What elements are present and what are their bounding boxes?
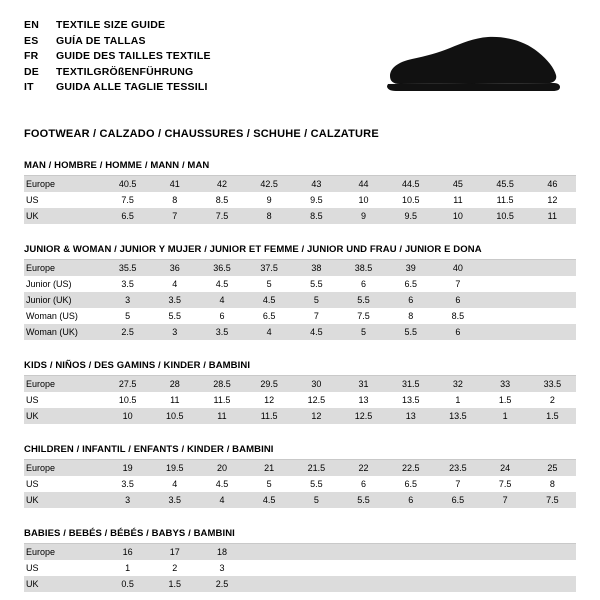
size-cell: 6.5: [434, 492, 481, 508]
size-cell: 43: [293, 176, 340, 192]
size-cell: 10.5: [482, 208, 529, 224]
size-cell: [434, 544, 481, 560]
size-cell: 25: [529, 460, 576, 476]
size-cell: [246, 576, 293, 592]
size-cell: 40: [434, 260, 481, 276]
size-cell: 40.5: [104, 176, 151, 192]
size-cell: 11: [434, 192, 481, 208]
size-cell: 17: [151, 544, 198, 560]
size-cell: 4.5: [293, 324, 340, 340]
size-cell: 12.5: [340, 408, 387, 424]
size-cell: 16: [104, 544, 151, 560]
size-cell: [340, 576, 387, 592]
size-cell: 18: [198, 544, 245, 560]
size-table-heading: JUNIOR & WOMAN / JUNIOR Y MUJER / JUNIOR ET FEMME / JUNIOR UND FRAU / JUNIOR E DONA: [24, 244, 576, 260]
size-cell: 7: [434, 476, 481, 492]
size-cell: 7.5: [198, 208, 245, 224]
size-table-heading: KIDS / NIÑOS / DES GAMINS / KINDER / BAMBINI: [24, 360, 576, 376]
size-cell: 42: [198, 176, 245, 192]
size-cell: 36: [151, 260, 198, 276]
size-cell: 10.5: [387, 192, 434, 208]
size-cell: 1.5: [151, 576, 198, 592]
table-row: [24, 292, 576, 308]
size-cell: 45.5: [482, 176, 529, 192]
size-cell: [434, 576, 481, 592]
language-title: GUIDA ALLE TAGLIE TESSILI: [56, 81, 208, 93]
size-cell: 35.5: [104, 260, 151, 276]
size-cell: 27.5: [104, 376, 151, 392]
size-cell: 38: [293, 260, 340, 276]
size-cell: 4: [151, 476, 198, 492]
size-cell: [529, 308, 576, 324]
size-cell: 21.5: [293, 460, 340, 476]
size-table-group: [24, 444, 576, 508]
size-cell: [340, 560, 387, 576]
size-cell: 4: [246, 324, 293, 340]
size-cell: 10.5: [151, 408, 198, 424]
size-cell: 3: [104, 292, 151, 308]
size-cell: [529, 260, 576, 276]
size-cell: 5.5: [151, 308, 198, 324]
size-cell: [482, 544, 529, 560]
size-cell: [293, 560, 340, 576]
size-cell: 38.5: [340, 260, 387, 276]
table-row: [24, 408, 576, 424]
table-row: [24, 392, 576, 408]
table-row: [24, 576, 576, 592]
size-cell: 37.5: [246, 260, 293, 276]
table-row: [24, 324, 576, 340]
size-cell: [482, 292, 529, 308]
size-table-group: [24, 244, 576, 340]
size-cell: 1: [482, 408, 529, 424]
size-cell: 4: [151, 276, 198, 292]
row-label: Europe: [24, 260, 104, 276]
size-table: [24, 376, 576, 424]
size-cell: 9: [340, 208, 387, 224]
row-label: Europe: [24, 376, 104, 392]
size-cell: [529, 292, 576, 308]
size-cell: 29.5: [246, 376, 293, 392]
size-cell: 44: [340, 176, 387, 192]
row-label: UK: [24, 492, 104, 508]
size-cell: 3: [104, 492, 151, 508]
size-cell: 8.5: [198, 192, 245, 208]
size-cell: 31.5: [387, 376, 434, 392]
size-cell: 4: [198, 292, 245, 308]
size-cell: 1: [434, 392, 481, 408]
size-tables-container: [24, 160, 576, 592]
table-row: [24, 176, 576, 192]
size-cell: 3.5: [151, 292, 198, 308]
size-cell: 7: [151, 208, 198, 224]
size-cell: 6.5: [246, 308, 293, 324]
size-cell: 45: [434, 176, 481, 192]
size-cell: 6: [387, 492, 434, 508]
table-row: [24, 308, 576, 324]
size-table-heading: CHILDREN / INFANTIL / ENFANTS / KINDER / BAMBINI: [24, 444, 576, 460]
size-cell: 12: [246, 392, 293, 408]
size-cell: 41: [151, 176, 198, 192]
size-cell: [246, 560, 293, 576]
size-table: [24, 260, 576, 340]
table-row: [24, 208, 576, 224]
size-cell: 10: [104, 408, 151, 424]
size-cell: 3: [198, 560, 245, 576]
size-cell: 2.5: [104, 324, 151, 340]
size-cell: 1.5: [529, 408, 576, 424]
size-cell: 11.5: [482, 192, 529, 208]
size-cell: 6.5: [387, 476, 434, 492]
size-cell: 11: [529, 208, 576, 224]
size-cell: 12: [293, 408, 340, 424]
size-cell: 5: [246, 476, 293, 492]
size-cell: 9.5: [293, 192, 340, 208]
size-cell: 28: [151, 376, 198, 392]
size-cell: 6.5: [104, 208, 151, 224]
size-cell: [293, 544, 340, 560]
size-cell: 21: [246, 460, 293, 476]
size-cell: [246, 544, 293, 560]
size-cell: 1: [104, 560, 151, 576]
size-cell: 6: [198, 308, 245, 324]
size-cell: 23.5: [434, 460, 481, 476]
size-cell: 3: [151, 324, 198, 340]
size-cell: [387, 576, 434, 592]
row-label: Europe: [24, 460, 104, 476]
size-cell: 11: [198, 408, 245, 424]
size-cell: 5.5: [340, 292, 387, 308]
size-cell: 2.5: [198, 576, 245, 592]
row-label: Europe: [24, 544, 104, 560]
size-cell: 5.5: [340, 492, 387, 508]
size-cell: 5: [340, 324, 387, 340]
size-cell: 46: [529, 176, 576, 192]
size-cell: 42.5: [246, 176, 293, 192]
size-cell: 5: [246, 276, 293, 292]
size-cell: 7: [293, 308, 340, 324]
row-label: US: [24, 560, 104, 576]
size-cell: 19.5: [151, 460, 198, 476]
size-cell: 33.5: [529, 376, 576, 392]
size-cell: 6: [387, 292, 434, 308]
size-cell: 22.5: [387, 460, 434, 476]
size-cell: [387, 544, 434, 560]
size-cell: 7.5: [482, 476, 529, 492]
size-cell: 7.5: [104, 192, 151, 208]
size-cell: 4.5: [198, 276, 245, 292]
size-cell: [482, 324, 529, 340]
size-cell: 0.5: [104, 576, 151, 592]
size-cell: 5.5: [293, 276, 340, 292]
size-cell: [293, 576, 340, 592]
size-cell: 8: [246, 208, 293, 224]
table-row: [24, 260, 576, 276]
size-cell: 28.5: [198, 376, 245, 392]
size-cell: 3.5: [151, 492, 198, 508]
language-code: ES: [24, 34, 39, 47]
size-cell: 7: [482, 492, 529, 508]
size-table: [24, 176, 576, 224]
row-label: US: [24, 392, 104, 408]
size-cell: [529, 276, 576, 292]
size-cell: 5: [293, 292, 340, 308]
size-cell: 4: [198, 492, 245, 508]
size-cell: 6: [434, 292, 481, 308]
size-cell: 36.5: [198, 260, 245, 276]
size-cell: 12: [529, 192, 576, 208]
size-cell: 9.5: [387, 208, 434, 224]
size-cell: 11.5: [198, 392, 245, 408]
table-row: [24, 560, 576, 576]
size-cell: [482, 560, 529, 576]
size-table-group: [24, 360, 576, 424]
size-cell: 2: [529, 392, 576, 408]
size-cell: 4.5: [246, 492, 293, 508]
size-cell: 39: [387, 260, 434, 276]
size-cell: [529, 324, 576, 340]
size-cell: 5.5: [293, 476, 340, 492]
row-label: Junior (US): [24, 276, 104, 292]
row-label: UK: [24, 576, 104, 592]
size-cell: [482, 308, 529, 324]
table-row: [24, 376, 576, 392]
size-cell: 24: [482, 460, 529, 476]
size-cell: 10: [340, 192, 387, 208]
size-cell: 4.5: [198, 476, 245, 492]
row-label: Woman (US): [24, 308, 104, 324]
table-row: [24, 544, 576, 560]
size-cell: [387, 560, 434, 576]
size-cell: 13.5: [387, 392, 434, 408]
row-label: Junior (UK): [24, 292, 104, 308]
size-cell: 3.5: [198, 324, 245, 340]
size-cell: [529, 544, 576, 560]
row-label: Woman (UK): [24, 324, 104, 340]
size-cell: 5.5: [387, 324, 434, 340]
size-cell: 20: [198, 460, 245, 476]
size-cell: [482, 576, 529, 592]
size-cell: [482, 276, 529, 292]
table-row: [24, 460, 576, 476]
size-cell: 44.5: [387, 176, 434, 192]
size-cell: 11.5: [246, 408, 293, 424]
size-cell: 30: [293, 376, 340, 392]
size-cell: 1.5: [482, 392, 529, 408]
size-table-group: [24, 528, 576, 592]
size-table: [24, 544, 576, 592]
size-cell: 5: [293, 492, 340, 508]
language-code: DE: [24, 65, 39, 78]
size-cell: 31: [340, 376, 387, 392]
row-label: US: [24, 476, 104, 492]
size-cell: 9: [246, 192, 293, 208]
size-cell: 6: [434, 324, 481, 340]
row-label: US: [24, 192, 104, 208]
table-row: [24, 276, 576, 292]
size-cell: 10: [434, 208, 481, 224]
size-cell: 4.5: [246, 292, 293, 308]
size-cell: 6.5: [387, 276, 434, 292]
table-row: [24, 492, 576, 508]
size-table-group: [24, 160, 576, 224]
size-cell: 3.5: [104, 476, 151, 492]
row-label: Europe: [24, 176, 104, 192]
size-cell: 32: [434, 376, 481, 392]
language-code: IT: [24, 81, 34, 93]
size-cell: 8: [387, 308, 434, 324]
size-cell: 22: [340, 460, 387, 476]
page-header: [24, 18, 576, 110]
size-cell: 5: [104, 308, 151, 324]
language-title: GUÍA DE TALLAS: [56, 34, 146, 47]
row-label: UK: [24, 408, 104, 424]
size-cell: [434, 560, 481, 576]
size-cell: 8.5: [293, 208, 340, 224]
size-cell: [529, 560, 576, 576]
size-cell: 19: [104, 460, 151, 476]
size-cell: [529, 576, 576, 592]
size-cell: [482, 260, 529, 276]
size-cell: 7.5: [340, 308, 387, 324]
size-cell: 33: [482, 376, 529, 392]
size-table-heading: BABIES / BEBÉS / BÉBÉS / BABYS / BAMBINI: [24, 528, 576, 544]
size-cell: 7.5: [529, 492, 576, 508]
language-title: TEXTILGRÖßENFÜHRUNG: [56, 65, 194, 78]
size-cell: 11: [151, 392, 198, 408]
size-table: [24, 460, 576, 508]
size-cell: [340, 544, 387, 560]
language-code: EN: [24, 19, 39, 31]
size-cell: 13.5: [434, 408, 481, 424]
size-cell: 3.5: [104, 276, 151, 292]
language-title: GUIDE DES TAILLES TEXTILE: [56, 50, 211, 62]
table-row: [24, 476, 576, 492]
table-row: [24, 192, 576, 208]
section-title: FOOTWEAR / CALZADO / CHAUSSURES / SCHUHE / CALZATURE: [24, 128, 379, 140]
size-cell: 6: [340, 276, 387, 292]
language-code: FR: [24, 50, 39, 62]
size-cell: 8: [151, 192, 198, 208]
size-cell: 13: [387, 408, 434, 424]
size-cell: 12.5: [293, 392, 340, 408]
dress-shoe-icon: [376, 28, 566, 98]
size-cell: 7: [434, 276, 481, 292]
size-cell: 8: [529, 476, 576, 492]
row-label: UK: [24, 208, 104, 224]
language-title: TEXTILE SIZE GUIDE: [56, 19, 166, 31]
size-cell: 8.5: [434, 308, 481, 324]
size-cell: 2: [151, 560, 198, 576]
size-cell: 13: [340, 392, 387, 408]
size-cell: 10.5: [104, 392, 151, 408]
size-table-heading: MAN / HOMBRE / HOMME / MANN / MAN: [24, 160, 576, 176]
size-cell: 6: [340, 476, 387, 492]
